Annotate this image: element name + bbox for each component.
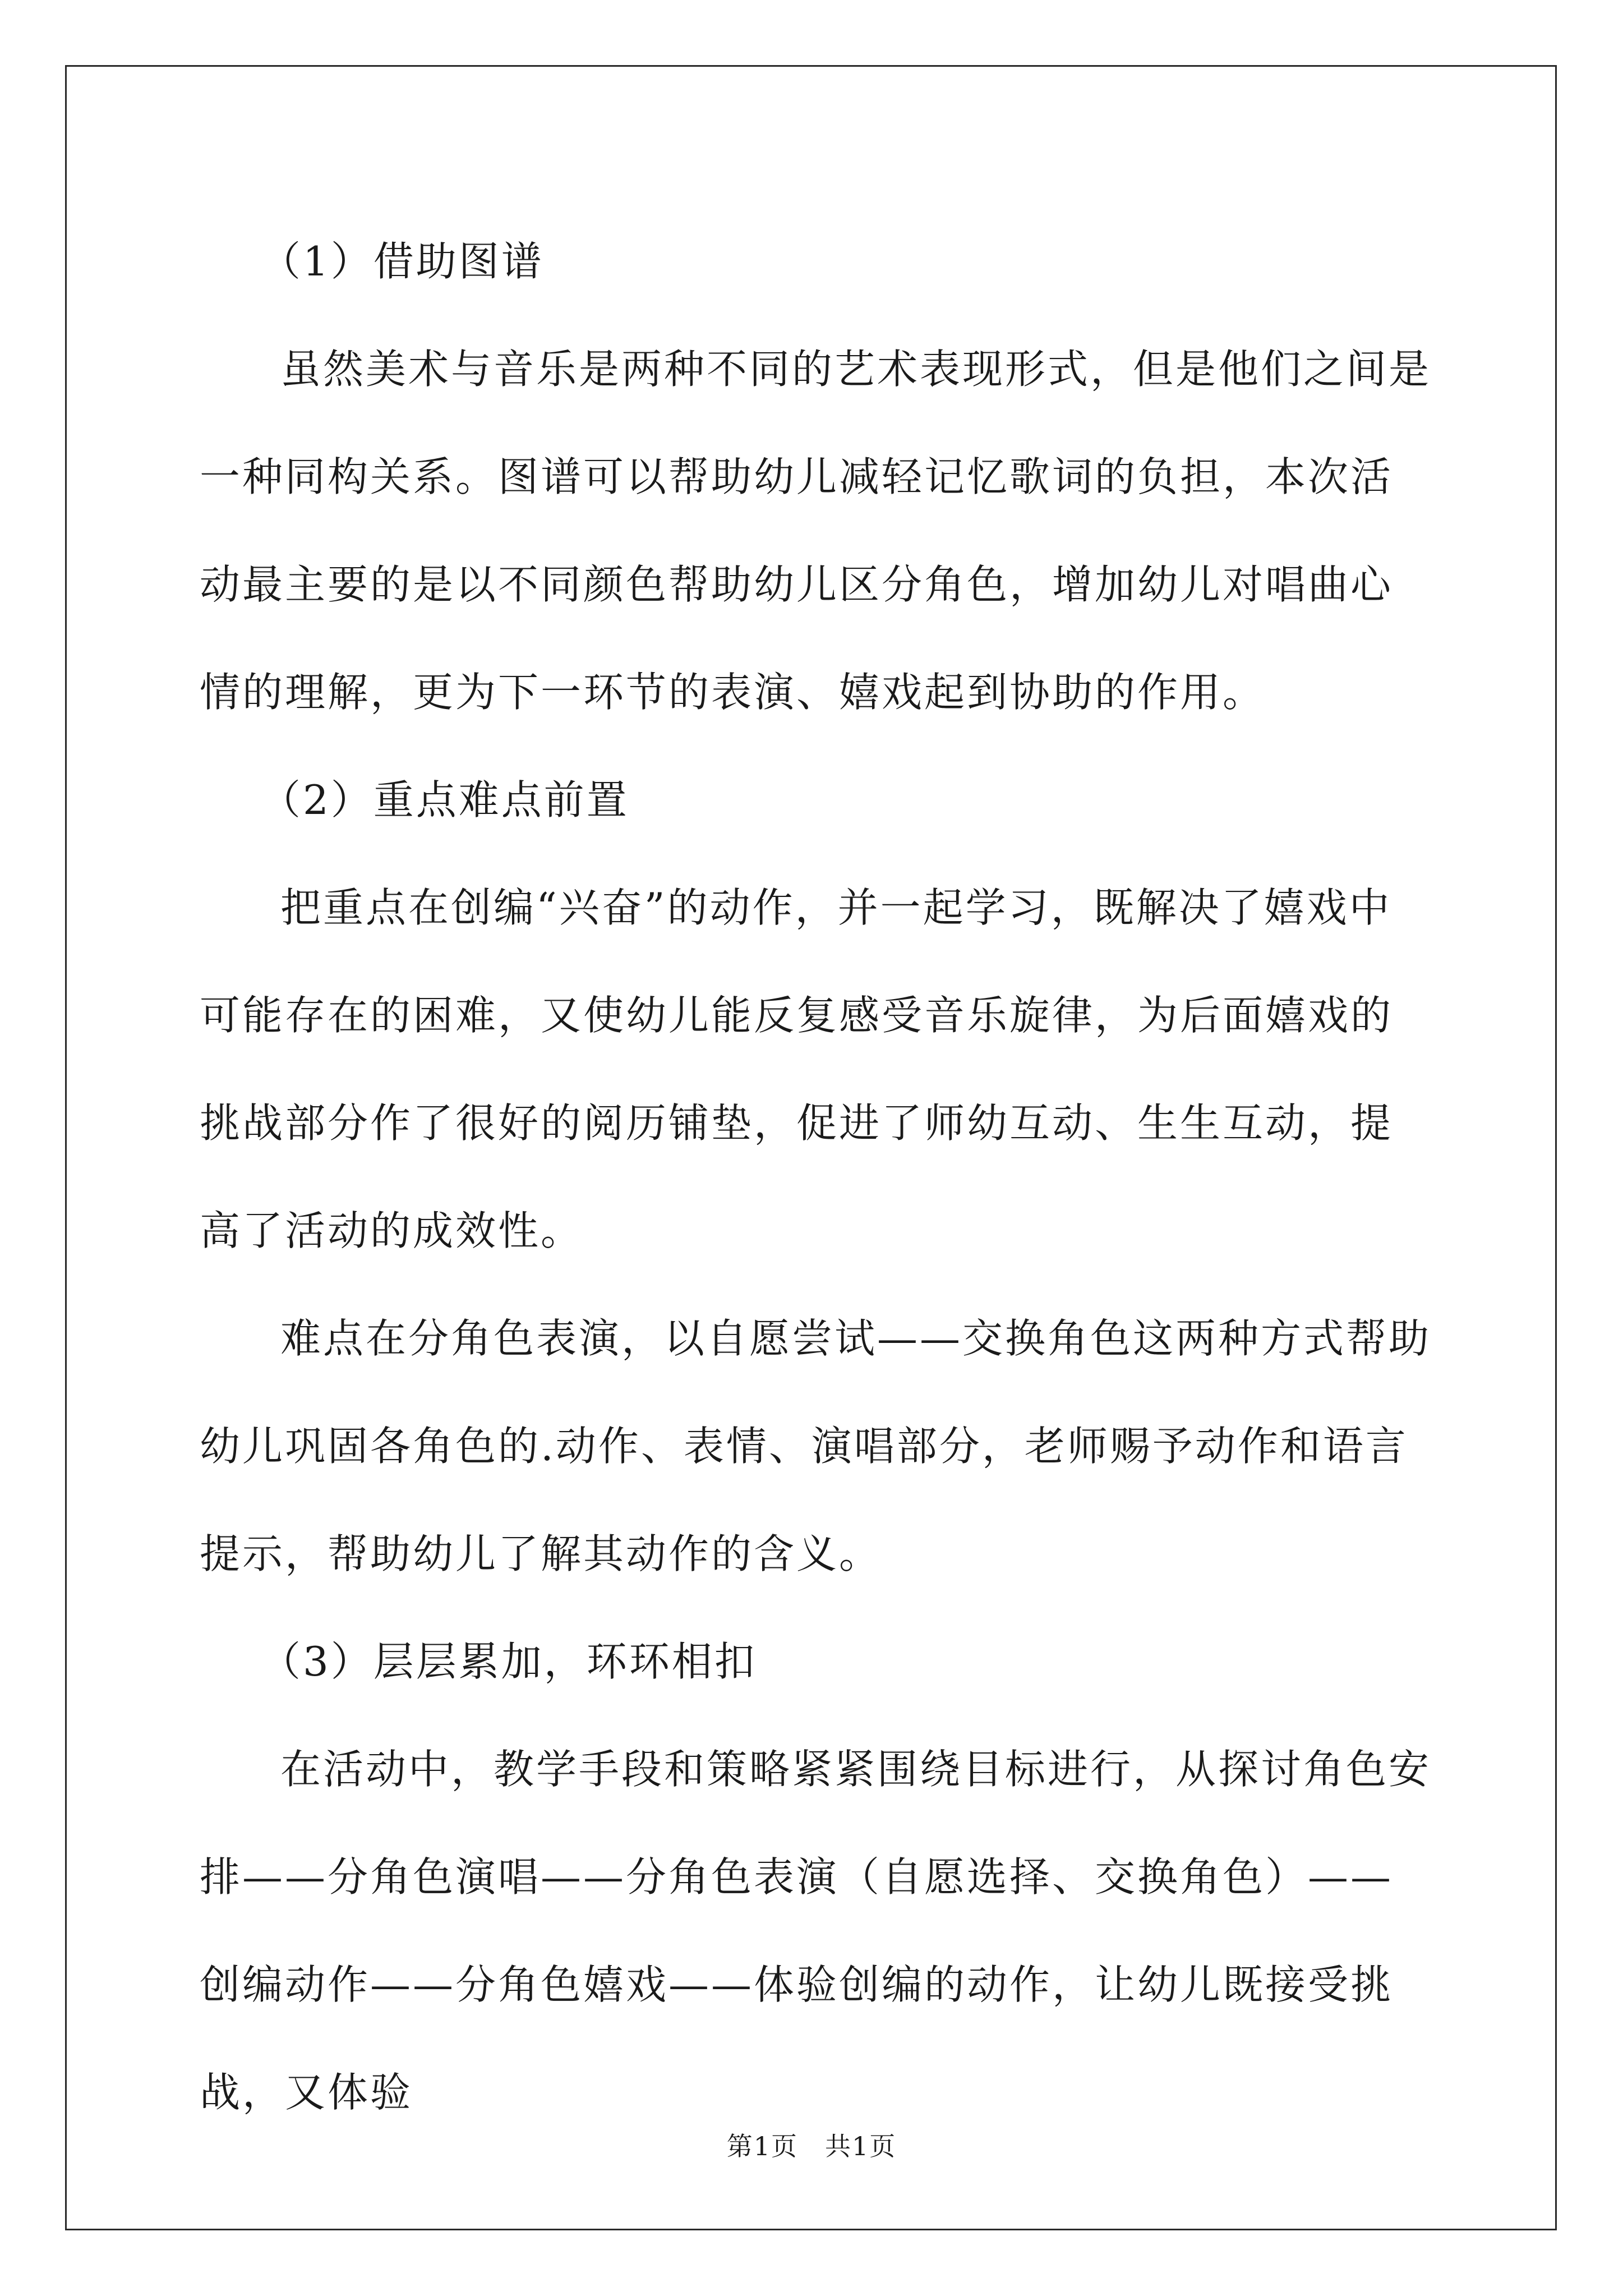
document-body bbox=[200, 208, 1433, 2146]
paragraph: 把重点在创编“兴奋”的动作，并一起学习，既解决了嬉戏中可能存在的困难，又使幼儿能反复感受音乐旋律，为后面嬉戏的挑战部分作了很好的阅历铺垫，促进了师幼互动、生生互动，提高了活动的成效性。 bbox=[200, 884, 1394, 1254]
section-heading: （1）借助图谱 bbox=[260, 238, 544, 285]
section-heading: （3）层层累加，环环相扣 bbox=[260, 1638, 757, 1685]
paragraph: 难点在分角色表演，以自愿尝试——交换角色这两种方式帮助幼儿巩固各角色的.动作、表情、演唱部分，老师赐予动作和语言提示，帮助幼儿了解其动作的含义。 bbox=[200, 1315, 1432, 1577]
section-heading: （2）重点难点前置 bbox=[260, 776, 629, 823]
paragraph: 虽然美术与音乐是两种不同的艺术表现形式，但是他们之间是一种同构关系。图谱可以帮助幼儿减轻记忆歌词的负担，本次活动最主要的是以不同颜色帮助幼儿区分角色，增加幼儿对唱曲心情的理解，更为下一环节的表演、嬉戏起到协助的作用。 bbox=[200, 346, 1432, 716]
paragraph: 在活动中，教学手段和策略紧紧围绕目标进行，从探讨角色安排——分角色演唱——分角色表演（自愿选择、交换角色）——创编动作——分角色嬉戏——体验创编的动作，让幼儿既接受挑战，又体验 bbox=[200, 1746, 1432, 2116]
page-footer: 第1页 共1页 bbox=[726, 2131, 897, 2161]
